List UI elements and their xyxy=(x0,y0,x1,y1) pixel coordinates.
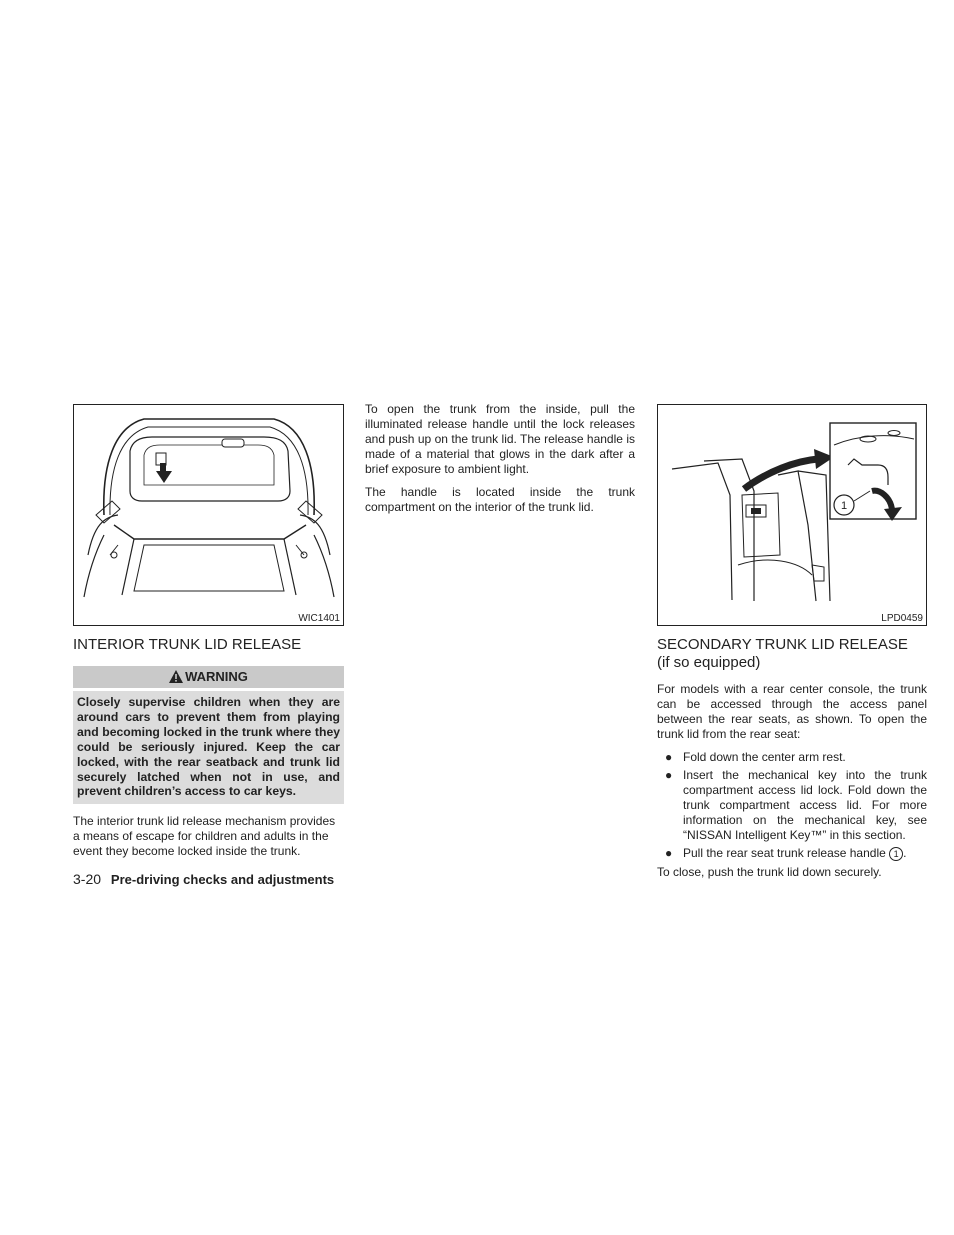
page-footer xyxy=(73,871,334,887)
list-item: ● Insert the mechanical key into the trunk compartment access lid lock. Fold down the trunk compartment access lid. For more information on the mechanical key, see “NISSAN Intelligent Key™” in this section. xyxy=(665,768,927,842)
middle-column xyxy=(365,402,635,523)
warning-triangle-icon xyxy=(169,668,183,690)
open-trunk-paragraph: To open the trunk from the inside, pull the illuminated release handle until the lock releases and push up on the trunk lid. The release handle is made of a material that glows in the dark after a brief exposure to ambient light. xyxy=(365,402,635,476)
section-subtitle: (if so equipped) xyxy=(657,654,761,671)
closing-paragraph: To close, push the trunk lid down securely. xyxy=(657,865,882,879)
chapter-title: Pre-driving checks and adjustments xyxy=(110,872,335,887)
list-item: ● Pull the rear seat trunk release handle 1 . xyxy=(665,846,907,860)
page-number: 3-20 xyxy=(73,871,102,887)
right-column xyxy=(657,404,927,888)
left-column xyxy=(73,404,344,867)
interior-release-paragraph: The interior trunk lid release mechanism provides a means of escape for children and adults in the event they become locked inside the trunk. xyxy=(73,814,336,859)
callout-ref: 1 xyxy=(889,847,903,861)
list-item: ● Fold down the center arm rest. xyxy=(665,750,846,764)
section-title-secondary-release: SECONDARY TRUNK LID RELEASE xyxy=(657,636,908,653)
warning-text: Closely supervise children when they are around cars to prevent them from playing and becoming locked in the trunk where they could be seriously injured. Keep the car locked, with the rear seatback and trunk lid securely latched when not in use, and prevent children’s access to car keys. xyxy=(73,691,344,804)
warning-header xyxy=(73,666,344,688)
handle-location-paragraph: The handle is located inside the trunk compartment on the interior of the trunk lid. xyxy=(365,485,635,514)
warning-title: WARNING xyxy=(185,669,248,684)
warning-box xyxy=(73,666,344,804)
figure-code: WIC1401 xyxy=(298,613,340,624)
secondary-release-intro: For models with a rear center console, the trunk can be accessed through the access panel between the rear seats, as shown. To open the trunk lid from the rear seat: xyxy=(657,682,927,741)
section-title-interior-release: INTERIOR TRUNK LID RELEASE xyxy=(73,636,302,653)
release-steps-list xyxy=(657,750,927,861)
trunk-interior-illustration xyxy=(73,404,344,626)
callout-number: 1 xyxy=(840,500,848,512)
figure-code: LPD0459 xyxy=(881,613,923,624)
rear-seat-release-illustration xyxy=(657,404,927,626)
